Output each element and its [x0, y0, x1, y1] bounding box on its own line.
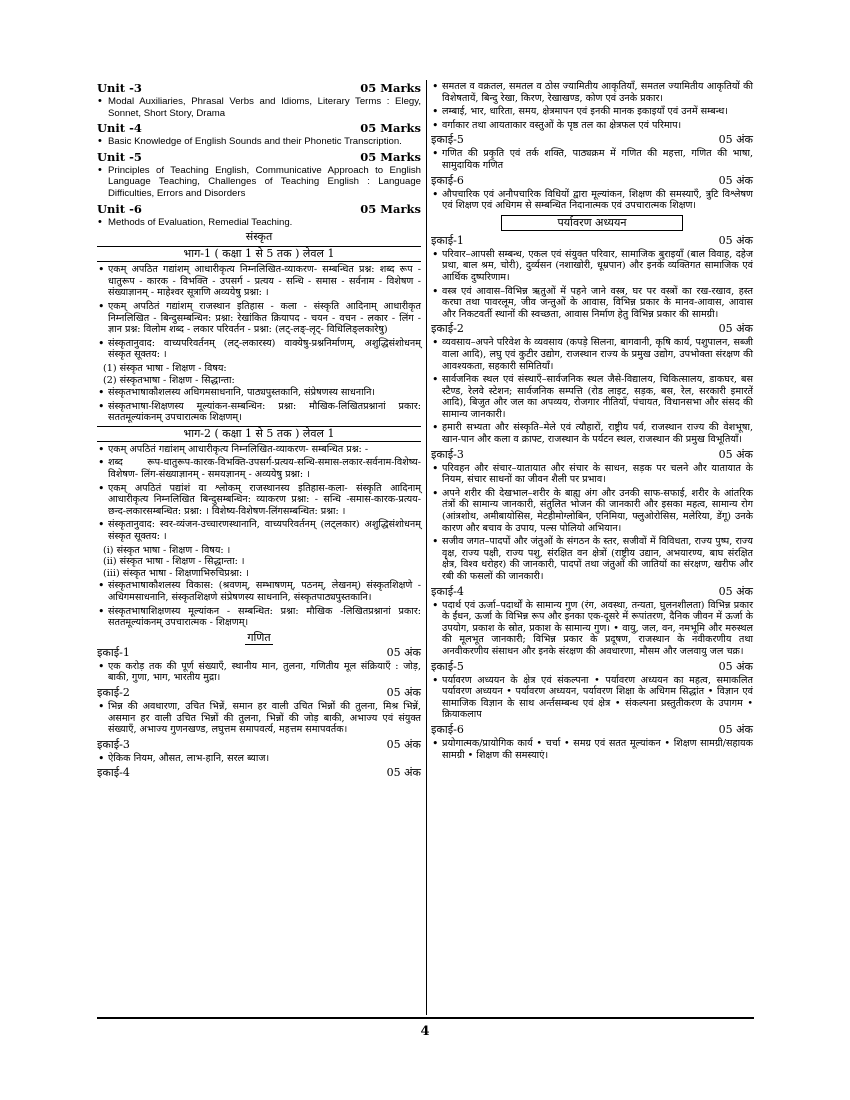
- unit-marks: 05 अंक: [718, 584, 753, 598]
- list-item: • हमारी सभ्यता और संस्कृति–मेले एवं त्यौहारों, राष्ट्रीय पर्व, राजस्थान राज्य की वेशभूषा, खान-पान और कला व क्राफ्ट, राजस्थान के पर्यटन स्थल, राजस्थान की प्रमुख विभूतियाँ।: [431, 422, 753, 445]
- list-item: • सजीव जगत–पादपों और जंतुओं के संगठन के स्तर, सजीवों में विविधता, राज्य पुष्प, राज्य वृक्ष, राज्य पक्षी, राज्य पशु, संरक्षित वन क्षेत्रों (राष्ट्रीय उद्यान, अभयारण्य, बाघ संरक्षित क्षेत्र, विश्व धरोहर) की जानकारी, पादपों तथा जंतुओं की जातियों का संरक्षण, खरीफ और रबी की फसलों की जानकारी।: [431, 536, 753, 582]
- list-item: • ऐकिक नियम, औसत, लाभ-हानि, सरल ब्याज।: [97, 753, 421, 765]
- unit-5-header: [97, 150, 421, 164]
- unit-marks: 05 Marks: [360, 201, 421, 216]
- page-content: [97, 80, 754, 1015]
- unit-title: Unit -4: [97, 121, 142, 136]
- list-item: • गणित की प्रकृति एवं तर्क शक्ति, पाठ्यक्रम में गणित की महत्ता, गणित की भाषा, सामुदायिक गणित: [431, 148, 753, 171]
- sub-item: (2) संस्कृतभाषा - शिक्षण - सिद्धान्ता:: [103, 374, 235, 386]
- unit-6-header: [97, 202, 421, 216]
- sub-item: (1) संस्कृत भाषा - शिक्षण - विषय:: [103, 362, 227, 374]
- list-item: • एक करोड़ तक की पूर्ण संख्याएँ, स्थानीय मान, तुलना, गणितीय मूल संक्रियाएँ : जोड़, बाकी, गुणा, भाग, भारतीय मुद्रा।: [97, 661, 421, 684]
- list-item: • संस्कृतभाषाकौशलस्य विकास: (श्रवणम्, सम्भाषणम्, पठनम्, लेखनम्) संस्कृतशिक्षणे - अधिगमसाधनानि, संस्कृतशिक्षणे संप्रेषणस्य साधनानि, संस्कृतपाठ्यपुस्तकानि।: [97, 580, 421, 603]
- unit-title: इकाई-1: [431, 233, 464, 247]
- unit-marks: 05 अंक: [386, 737, 421, 751]
- unit-4-header: [97, 121, 421, 135]
- env-unit-4-header: [431, 585, 753, 599]
- list-item: • शब्द रूप-धातुरूप-कारक-विभक्ति-उपसर्ग-प्रत्यय-सन्धि-समास-लकार-सर्वनाम-विशेष्य-विशेषण- लिंग-संख्याज्ञानम् - समयज्ञानम् - अव्ययेषु प्रश्ना: ।: [97, 457, 421, 480]
- list-item: • परिवहन और संचार–यातायात और संचार के साधन, सड़क पर चलने और यातायात के नियम, संचार साधनों का जीवन शैली पर प्रभाव।: [431, 463, 753, 486]
- env-unit-1-header: [431, 234, 753, 248]
- list-item: • संस्कृतानुवाद: स्वर-व्यंजन-उच्चारणस्थानानि, वाच्यपरिवर्तनम् (लट्लकार) अशुद्धिसंशोधनम् संस्कृत सूक्तय: ।: [97, 519, 421, 542]
- list-item: • पदार्थ एवं ऊर्जा–पदार्थों के सामान्य गुण (रंग, अवस्था, तन्यता, घुलनशीलता) विभिन्न प्रकार के ईंधन, ऊर्जा के विभिन्न रूप और इनका एक-दूसरे में रूपांतरण, दैनिक जीवन में ऊर्जा के उपयोग, प्रकाश के स्रोत, प्रकाश के सामान्य गुण। • वायु, जल, वन, नमभूमि और मरुस्थल की मूलभूत जानकारी; विभिन्न प्रकार के प्रदूषण, राजस्थान के नवीकरणीय तथा अनवीकरणीय संसाधन और इनके संरक्षण की अवधारणा, मौसम और जलवायु जल चक्र।: [431, 600, 753, 658]
- list-item: • एकम् अपठित गद्यांशम् आधारीकृत्य निम्नलिखित-व्याकरण- सम्बन्धित प्रश्न: शब्द रूप - धातुरूप - कारक - विभक्ति - उपसर्ग - प्रत्यय - सन्धि - समास - सर्वनाम - विशेषण - संख्याज्ञानम् - माहेश्वर सूत्राणि अव्ययेषु प्रश्ना: ।: [97, 264, 421, 299]
- unit-title: इकाई-4: [431, 584, 464, 598]
- part1-heading: भाग-1 ( कक्षा 1 से 5 तक ) लेवल 1: [97, 246, 421, 262]
- unit-marks: 05 अंक: [718, 659, 753, 673]
- list-item: • अपने शरीर की देखभाल–शरीर के बाह्य अंग और उनकी साफ-सफाई, शरीर के आंतरिक तंत्रों की सामान्य जानकारी, संतुलित भोजन की जानकारी और इसका महत्व, सामान्य रोग (आंत्रशोथ, अमीबायोसिस, मेटहीमोग्लोबिन, एनिमिया, फ्लुओरोसिस, मलेरिया, डेंगू) उनके कारण और बचाव के उपाय, पल्स पोलियो अभियान।: [431, 488, 753, 534]
- list-item: • प्रयोगात्मक/प्रायोगिक कार्य • चर्चा • समग्र एवं सतत मूल्यांकन • शिक्षण सामग्री/सहायक सामग्री • शिक्षण की समस्याएं।: [431, 738, 753, 761]
- list-item: • लम्बाई, भार, धारिता, समय, क्षेत्रमापन एवं इनकी मानक इकाइयाँ एवं उनमें सम्बन्ध।: [431, 106, 753, 118]
- part2-heading: भाग-2 ( कक्षा 1 से 5 तक ) लेवल 1: [97, 426, 421, 442]
- env-unit-3-header: [431, 448, 753, 462]
- unit-title: इकाई-3: [431, 447, 464, 461]
- env-unit-2-header: [431, 322, 753, 336]
- sub-item: (i) संस्कृत भाषा - शिक्षण - विषय: ।: [103, 544, 231, 556]
- unit-marks: 05 Marks: [360, 81, 421, 95]
- unit-title: Unit -6: [97, 201, 142, 216]
- maths-unit-2-header: [97, 686, 421, 700]
- unit-marks: 05 अंक: [718, 233, 753, 247]
- unit-marks: 05 अंक: [718, 173, 753, 187]
- list-item: • एकम् अपठितं गद्यांशम् आधारीकृत्य निम्नलिखित-व्याकरण- सम्बन्धित प्रश्न: -: [97, 444, 421, 456]
- unit-marks: 05 अंक: [386, 766, 421, 780]
- list-item: • संस्कृतभाषाकौशलस्य अधिगमसाधनानि, पाठ्यपुस्तकानि, संप्रेषणस्य साधनानि।: [97, 387, 421, 399]
- sanskrit-heading: संस्कृत: [245, 230, 273, 244]
- maths-heading-text: गणित: [247, 630, 271, 644]
- unit-title: इकाई-5: [431, 133, 464, 147]
- list-item: • सार्वजनिक स्थल एवं संस्थाएँ–सार्वजनिक स्थल जैसे-विद्यालय, चिकित्सालय, डाकघर, बस स्टैण्ड, रेलवे स्टेशन; सार्वजनिक सम्पत्ति (रोड लाइट, सड़क, बस, रेल, सरकारी इमारतें आदि), बिजुत और जल का अपव्यय, रोजगार नीतियाँ, पंचायत, विधानसभा और संसद की सामान्य जानकारी।: [431, 374, 753, 420]
- maths-unit-3-header: [97, 738, 421, 752]
- unit-marks: 05 अंक: [718, 322, 753, 336]
- maths-unit-4-header: [97, 766, 421, 780]
- unit-marks: 05 अंक: [718, 133, 753, 147]
- unit-marks: 05 अंक: [718, 447, 753, 461]
- list-item: • व्यवसाय–अपने परिवेश के व्यवसाय (कपड़े सिलना, बागवानी, कृषि कार्य, पशुपालन, सब्जी वाला आदि), लघु एवं कुटीर उद्योग, राजस्थान राज्य के प्रमुख उद्योग, उपभोक्ता संरक्षण की आवश्यकता, सहकारी समितियाँ।: [431, 337, 753, 372]
- unit-title: इकाई-3: [97, 737, 130, 751]
- list-item: • एकम् अपठितं पद्यांशं वा श्लोकम् राजस्थानस्य इतिहास-कला- संस्कृति आदिनाम् आधारीकृत्य निम्नलिखित बिन्दुसम्बन्धिन: व्याकरण प्रश्ना: - सन्धि -समास-कारक-प्रत्यय-छन्द-लकारसम्बन्धित: प्रश्ना: । विशेष्य-विशेषण-लिंगसम्बन्धित: प्रश्ना: ।: [97, 483, 421, 518]
- list-item: • Methods of Evaluation, Remedial Teaching.: [97, 217, 421, 229]
- column-divider: [426, 80, 427, 1015]
- unit-marks: 05 अंक: [718, 722, 753, 736]
- list-item: • Principles of Teaching English, Communicative Approach to English Language Teaching, Challenges of Teaching English : Language Difficulties, Errors and Disorders: [97, 165, 421, 200]
- env-unit-5-header: [431, 660, 753, 674]
- maths-heading: [97, 631, 421, 645]
- unit-title: इकाई-4: [97, 766, 130, 780]
- unit-title: इकाई-6: [431, 722, 464, 736]
- right-column: [431, 80, 753, 763]
- env-unit-6-header: [431, 723, 753, 737]
- maths-unit-5-header: [431, 133, 753, 147]
- list-item: • संस्कृतभाषाशिक्षणस्य मूल्यांकन - सम्बन्धित: प्रश्ना: मौखिक -लिखितप्रश्नानां प्रकार: सततमूल्यांकनम् उपचारात्मक - शिक्षणम्।: [97, 606, 421, 629]
- unit-marks: 05 अंक: [386, 685, 421, 699]
- unit-title: Unit -3: [97, 81, 142, 95]
- sub-item: (iii) संस्कृत भाषा - शिक्षणाभिरुचिप्रश्ना: ।: [103, 567, 249, 579]
- unit-marks: 05 Marks: [360, 121, 421, 136]
- maths-unit-6-header: [431, 174, 753, 188]
- left-column: [97, 80, 421, 780]
- footer-rule: [97, 1017, 754, 1019]
- page-number: 4: [420, 1024, 430, 1039]
- list-item: • Modal Auxiliaries, Phrasal Verbs and Idioms, Literary Terms : Elegy, Sonnet, Short Story, Drama: [97, 96, 421, 119]
- unit-title: इकाई-2: [431, 322, 464, 336]
- list-item: • Basic Knowledge of English Sounds and their Phonetic Transcription.: [97, 136, 421, 148]
- list-item: • वस्त्र एवं आवास–विभिन्न ऋतुओं में पहने जाने वस्त्र, घर पर वस्त्रों का रख-रखाव, हस्त करघा तथा पावरलूम, जीव जन्तुओं के आवास, विभिन्न प्रकार के मानव-आवास, आवास और निकटवर्ती स्थानों की स्वच्छता, आवास निर्माण हेतु विभिन्न प्रकार की सामग्री।: [431, 286, 753, 321]
- unit-title: इकाई-2: [97, 685, 130, 699]
- list-item: • औपचारिक एवं अनौपचारिक विधियों द्वारा मूल्यांकन, शिक्षण की समस्याएँ, त्रुटि विश्लेषण एवं शिक्षण एवं अधिगम से सम्बन्धित निदानात्मक एवं उपचारात्मक शिक्षण।: [431, 189, 753, 212]
- env-heading: पर्यावरण अध्ययन: [501, 215, 683, 231]
- list-item: • वर्गाकार तथा आयताकार वस्तुओं के पृष्ठ तल का क्षेत्रफल एवं परिमाप।: [431, 120, 753, 132]
- unit-title: इकाई-6: [431, 173, 464, 187]
- list-item: • संस्कृतभाषा-शिक्षणस्य मूल्यांकन-सम्बन्धिन: प्रश्ना: मौखिक-लिखितप्रश्नानां प्रकार: सततमूल्यांकनम् उपचारात्मक शिक्षणम्।: [97, 401, 421, 424]
- unit-title: Unit -5: [97, 149, 142, 164]
- list-item: • भिन्न की अवधारणा, उचित भिन्नें, समान हर वाली उचित भिन्नों की तुलना, मिश्र भिन्नें, असमान हर वाली उचित भिन्नों की तुलना, भिन्नों की जोड़ बाकी, अभाज्य एवं संयुक्त संख्याएँ, अभाज्य गुणनखण्ड, लघुत्तम समापवर्त्य, महत्तम समापवर्तक।: [97, 701, 421, 736]
- unit-3-header: [97, 81, 421, 95]
- unit-marks: 05 Marks: [360, 149, 421, 164]
- list-item: • एकम् अपठितं गद्यांशम् राजस्थान इतिहास - कला - संस्कृति आदिनाम् आधारीकृत निम्नलिखित - बिन्दुसम्बन्धिन: प्रश्ना: रेखांकित क्रियापद - चयन - वचन - लकार - लिंग - ज्ञान प्रश्न: विलोम शब्द - लकार परिवर्तन - प्रश्ना: (लट्-लङ्-लृट्- विधिलिङ्लकारेषु): [97, 301, 421, 336]
- unit-title: इकाई-5: [431, 659, 464, 673]
- unit-marks: 05 अंक: [386, 645, 421, 659]
- list-item: • पर्यावरण अध्ययन के क्षेत्र एवं संकल्पना • पर्यावरण अध्ययन का महत्व, समाकलित पर्यावरण अध्ययन • पर्यावरण अध्ययन, पर्यावरण शिक्षा के अधिगम सिद्धांत • विज्ञान एवं सामाजिक विज्ञान के साथ अर्न्तसम्बन्ध एवं क्षेत्र • संकल्पना प्रस्तुतीकरण के उपागम • क्रियाकलाप: [431, 675, 753, 721]
- unit-title: इकाई-1: [97, 645, 130, 659]
- list-item: • समतल व वक्रतल, समतल व ठोस ज्यामितीय आकृतियाँ, समतल ज्यामितीय आकृतियों की विशेषतायें, बिन्दु रेखा, किरण, रेखाखण्ड, कोण एवं उनके प्रकार।: [431, 81, 753, 104]
- sub-item: (ii) संस्कृत भाषा - शिक्षण - सिद्धान्ता: ।: [103, 556, 245, 568]
- list-item: • संस्कृतानुवाद: वाच्यपरिवर्तनम् (लट्-लकारस्य) वाक्येषु-प्रश्ननिर्माणम्, अशुद्धिसंशोधनम् संस्कृत सूक्तय: ।: [97, 338, 421, 361]
- maths-unit-1-header: [97, 646, 421, 660]
- list-item: • परिवार–आपसी सम्बन्ध, एकल एवं संयुक्त परिवार, सामाजिक बुराइयाँ (बाल विवाह, दहेज प्रथा, बाल श्रम, चोरी), दुर्व्यसन (नशाखोरी, धूम्रपान) और इनके व्यक्तिगत सामाजिक एवं आर्थिक दुष्परिणाम।: [431, 249, 753, 284]
